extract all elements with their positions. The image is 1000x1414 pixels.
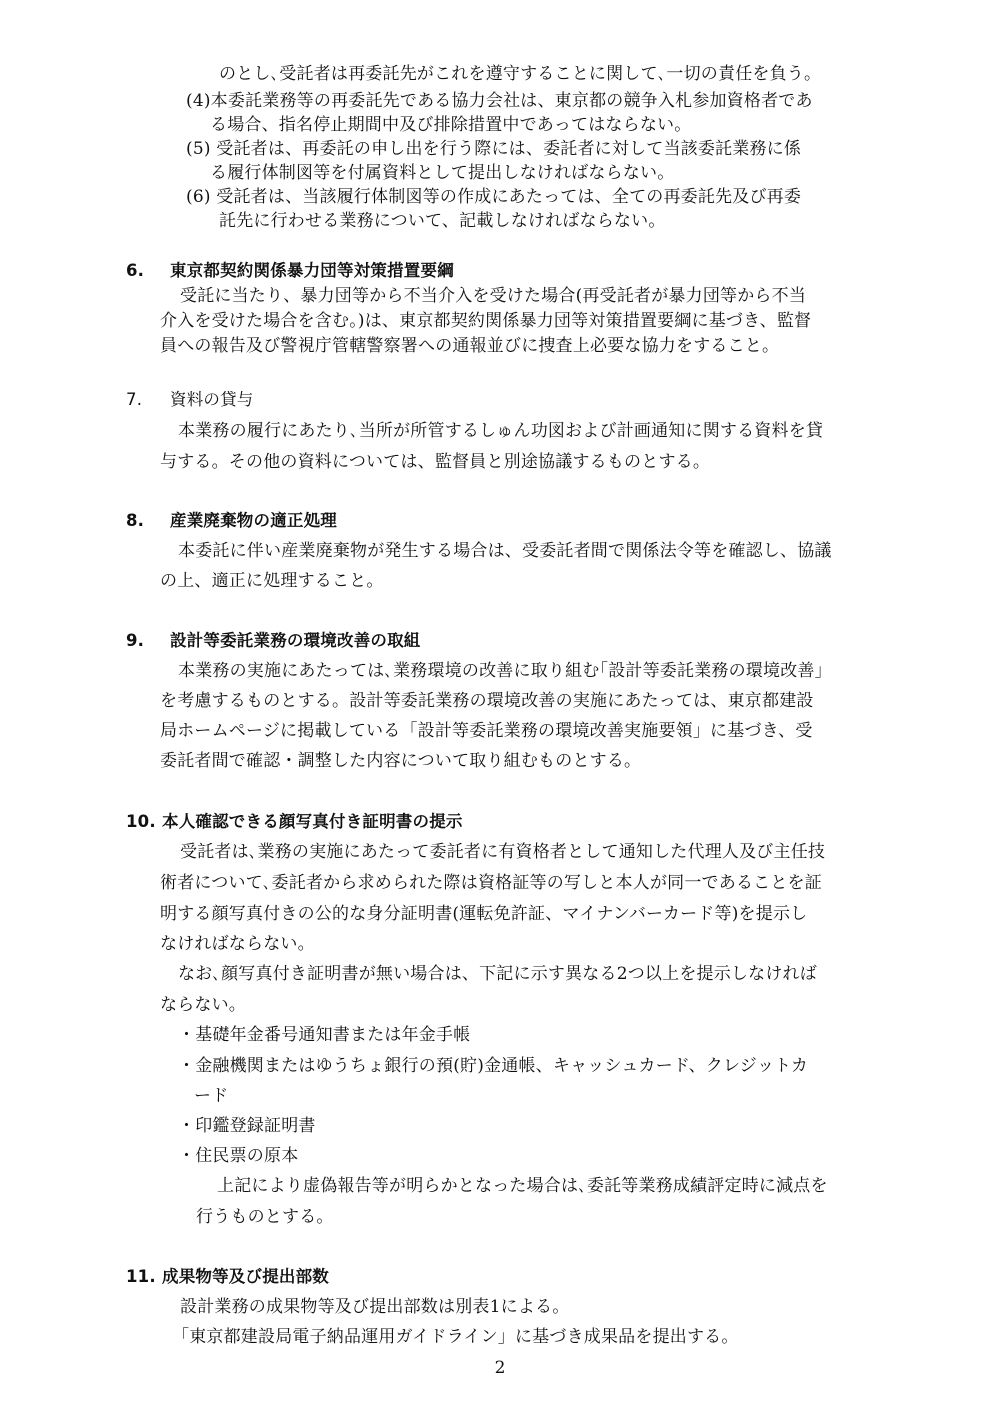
item-6-line: 託先に行わせる業務について、記載しなければならない。 — [219, 211, 666, 231]
section-11-heading — [126, 1266, 329, 1288]
section-9-heading — [126, 630, 421, 652]
section-title: 設計等委託業務の環境改善の取組 — [170, 631, 421, 650]
section-title: 本人確認できる顔写真付き証明書の提示 — [162, 812, 463, 831]
section-number: 8. — [126, 511, 145, 530]
section-title: 資料の貸与 — [170, 390, 254, 409]
paragraph-line: 「東京都建設局電子納品運用ガイドライン」に基づき成果品を提出する。 — [172, 1327, 739, 1347]
intro-line: のとし､受託者は再委託先がこれを遵守することに関して､一切の責任を負う。 — [219, 64, 822, 84]
paragraph-line: なお､顔写真付き証明書が無い場合は、下記に示す異なる2つ以上を提示しなければ — [178, 964, 817, 984]
item-4-line: (4)本委託業務等の再委託先である協力会社は、東京都の競争入札参加資格者であ — [186, 91, 813, 111]
list-item: ・住民票の原本 — [178, 1146, 299, 1166]
section-number: 11. — [126, 1267, 156, 1286]
note-line: 上記により虚偽報告等が明らかとなった場合は､委託等業務成績評定時に減点を — [217, 1176, 828, 1196]
section-7-heading — [126, 389, 254, 411]
paragraph-line: 局ホームページに掲載している「設計等委託業務の環境改善実施要領」に基づき、受 — [160, 721, 813, 741]
paragraph-line: 術者について､委託者から求められた際は資格証等の写しと本人が同一であることを証 — [160, 873, 822, 893]
item-5-line: る履行体制図等を付属資料として提出しなければならない。 — [210, 163, 675, 183]
paragraph-line: なければならない。 — [160, 934, 315, 954]
section-number: 10. — [126, 812, 156, 831]
list-item: ・金融機関またはゆうちょ銀行の預(貯)金通帳、キャッシュカード、クレジットカ — [178, 1056, 809, 1076]
paragraph-line: 本業務の実施にあたっては､業務環境の改善に取り組む｢設計等委託業務の環境改善｣ — [178, 661, 824, 681]
section-8-heading — [126, 510, 337, 532]
section-number: 6. — [126, 261, 145, 280]
item-6-line: (6) 受託者は、当該履行体制図等の作成にあたっては、全ての再委託先及び再委 — [186, 187, 802, 207]
paragraph-line: 本委託に伴い産業廃棄物が発生する場合は、受委託者間で関係法令等を確認し、協議 — [178, 541, 832, 561]
item-4-line: る場合、指名停止期間中及び排除措置中であってはならない。 — [210, 115, 692, 135]
note-line: 行うものとする。 — [196, 1207, 334, 1227]
paragraph-line: 与する。その他の資料については、監督員と別途協議するものとする。 — [160, 452, 711, 472]
paragraph-line: 員への報告及び警視庁管轄警察署への通報並びに捜査上必要な協力をすること。 — [160, 336, 780, 356]
list-item-continuation: ード — [194, 1086, 229, 1106]
section-title: 産業廃棄物の適正処理 — [170, 511, 337, 530]
paragraph-line: 本業務の履行にあたり､当所が所管するしゅん功図および計画通知に関する資料を貸 — [178, 421, 824, 441]
section-10-heading — [126, 811, 463, 833]
paragraph-line: 委託者間で確認・調整した内容について取り組むものとする。 — [160, 751, 642, 771]
paragraph-line: 介入を受けた場合を含む｡)は、東京都契約関係暴力団等対策措置要綱に基づき、監督 — [160, 311, 812, 331]
section-number: 7. — [126, 390, 143, 409]
section-title: 東京都契約関係暴力団等対策措置要綱 — [170, 261, 454, 280]
page-number: 2 — [494, 1358, 506, 1378]
item-5-line: (5) 受託者は、再委託の申し出を行う際には、委託者に対して当該委託業務に係 — [186, 139, 802, 159]
list-item: ・基礎年金番号通知書または年金手帳 — [178, 1025, 471, 1045]
paragraph-line: ならない。 — [160, 995, 246, 1015]
paragraph-line: 明する顔写真付きの公的な身分証明書(運転免許証、マイナンバーカード等)を提示し — [160, 904, 808, 924]
section-number: 9. — [126, 631, 145, 650]
paragraph-line: 設計業務の成果物等及び提出部数は別表1による。 — [180, 1297, 570, 1317]
section-6-heading — [126, 260, 454, 282]
section-title: 成果物等及び提出部数 — [162, 1267, 329, 1286]
list-item: ・印鑑登録証明書 — [178, 1116, 316, 1136]
paragraph-line: を考慮するものとする。設計等委託業務の環境改善の実施にあたっては、東京都建設 — [160, 691, 814, 711]
paragraph-line: 受託者は､業務の実施にあたって委託者に有資格者として通知した代理人及び主任技 — [180, 842, 826, 862]
paragraph-line: の上、適正に処理すること。 — [160, 571, 384, 591]
paragraph-line: 受託に当たり、暴力団等から不当介入を受けた場合(再受託者が暴力団等から不当 — [180, 286, 807, 306]
